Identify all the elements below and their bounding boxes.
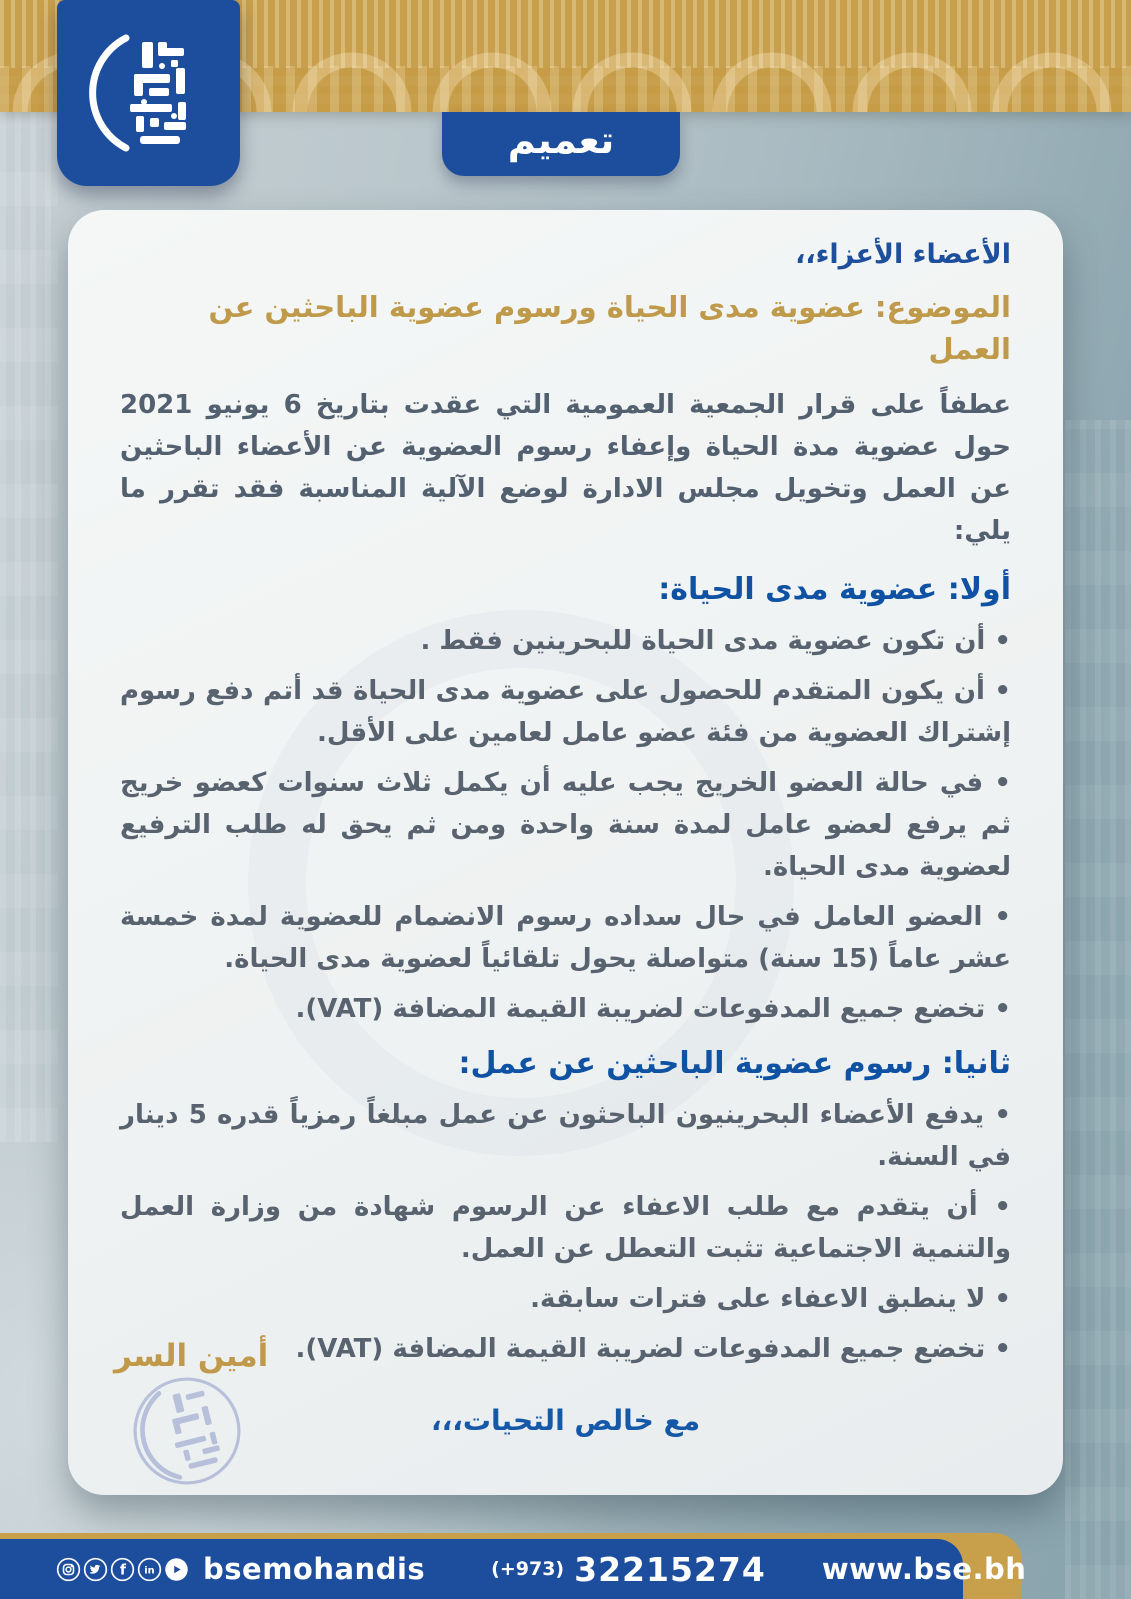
kufic-watermark-right bbox=[1065, 420, 1131, 1599]
bullet-item: • أن يكون المتقدم للحصول على عضوية مدى الحياة قد أتم دفع رسوم إشتراك العضوية من فئة عضو عامل لعامين على الأقل. bbox=[120, 670, 1011, 754]
letter-content bbox=[68, 210, 1063, 1495]
svg-text:in: in bbox=[144, 1564, 155, 1576]
subject-line: الموضوع: عضوية مدى الحياة ورسوم عضوية الباحثين عن العمل bbox=[208, 290, 1011, 366]
footer-bar bbox=[0, 1539, 1027, 1599]
facebook-icon bbox=[110, 1557, 135, 1582]
phone-number: 32215274 bbox=[574, 1549, 766, 1589]
greeting: الأعضاء الأعزاء،، bbox=[795, 239, 1011, 270]
bullet-item: • يدفع الأعضاء البحرينيون الباحثون عن عمل مبلغاً رمزياً قدره 5 دينار في السنة. bbox=[120, 1094, 1011, 1178]
bullet-item: • تخضع جميع المدفوعات لضريبة القيمة المضافة (VAT). bbox=[120, 1328, 1011, 1370]
youtube-icon bbox=[164, 1557, 189, 1582]
bullet-item: • أن يتقدم مع طلب الاعفاء عن الرسوم شهادة من وزارة العمل والتنمية الاجتماعية تثبت التعطل عن العمل. bbox=[120, 1186, 1011, 1270]
instagram-icon bbox=[56, 1557, 81, 1582]
section-heading-2: ثانيا: رسوم عضوية الباحثين عن عمل: bbox=[458, 1046, 1011, 1081]
intro-paragraph: عطفاً على قرار الجمعية العمومية التي عقدت بتاريخ 6 يونيو 2021 حول عضوية مدة الحياة وإعفاء رسوم العضوية عن الأعضاء الباحثين عن العمل وتخويل مجلس الادارة لوضع الآلية المناسبة فقد تقرر ما يلي: bbox=[120, 390, 1012, 546]
twitter-icon bbox=[83, 1557, 108, 1582]
circular-title: تعميم bbox=[507, 118, 615, 162]
social-handle: bsemohandis bbox=[203, 1552, 426, 1586]
letter-card bbox=[68, 210, 1063, 1495]
phone-country-code: (+973) bbox=[491, 1558, 565, 1580]
section-heading-1: أولا: عضوية مدى الحياة: bbox=[658, 572, 1011, 607]
linkedin-icon bbox=[137, 1557, 162, 1582]
society-logo-badge bbox=[57, 0, 240, 186]
bullet-item: • العضو العامل في حال سداده رسوم الانضمام للعضوية لمدة خمسة عشر عاماً (15 سنة) متواصلة يحول تلقائياً لعضوية مدى الحياة. bbox=[120, 896, 1011, 980]
society-logo-emblem bbox=[74, 18, 224, 168]
bullet-item: • في حالة العضو الخريج يجب عليه أن يكمل ثلاث سنوات كعضو خريج ثم يرفع لعضو عامل لمدة سنة واحدة ومن ثم يحق له طلب الترفيع لعضوية مدى الحياة. bbox=[120, 762, 1011, 888]
closing-salutation: مع خالص التحيات،،، bbox=[430, 1404, 701, 1437]
bullet-item: • أن تكون عضوية مدى الحياة للبحرينين فقط . bbox=[120, 620, 1011, 662]
website-url: www.bse.bh bbox=[821, 1552, 1027, 1586]
kufic-watermark-left bbox=[0, 112, 58, 1142]
section-lifetime-membership bbox=[120, 568, 1011, 1030]
signature-title: أمين السر bbox=[114, 1338, 269, 1374]
section-jobseeker-fees bbox=[120, 1042, 1011, 1370]
bullet-item: • لا ينطبق الاعفاء على فترات سابقة. bbox=[120, 1278, 1011, 1320]
svg-text:f: f bbox=[119, 1562, 126, 1579]
bullet-item: • تخضع جميع المدفوعات لضريبة القيمة المضافة (VAT). bbox=[120, 988, 1011, 1030]
social-icons bbox=[56, 1557, 189, 1582]
circular-title-tab bbox=[442, 112, 680, 176]
